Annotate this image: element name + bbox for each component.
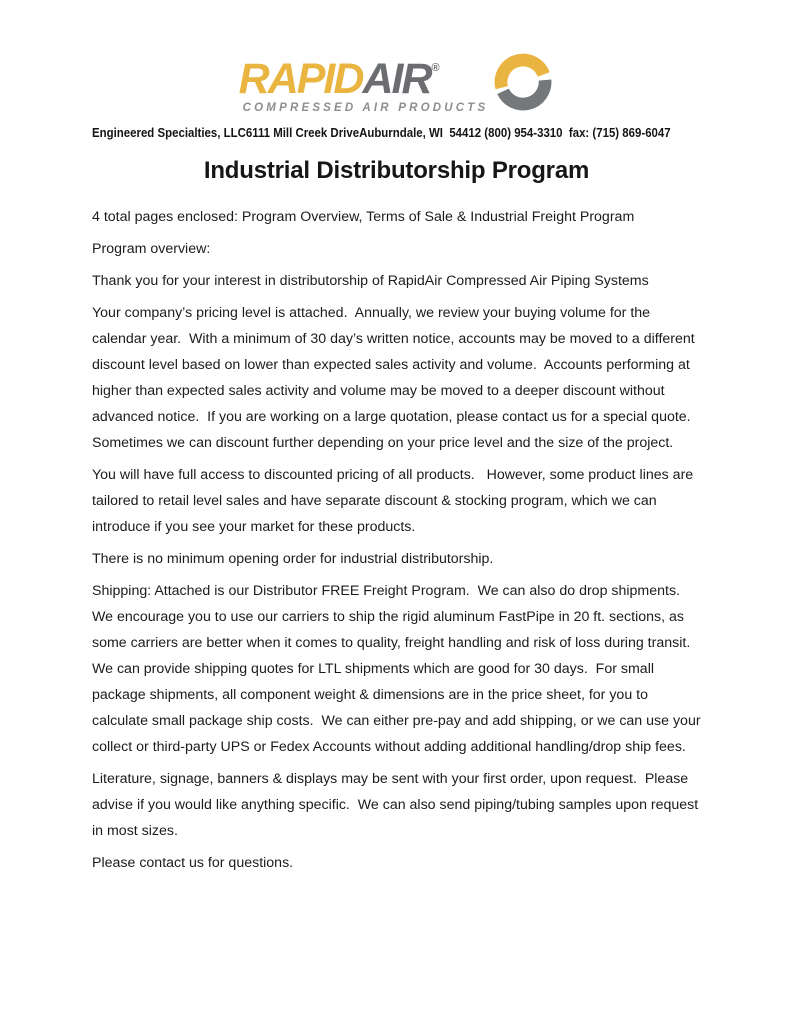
- rapidair-logo: [0, 50, 791, 112]
- brand-air-text: AIR: [362, 55, 431, 103]
- paragraph-overview-heading: Program overview:: [92, 241, 211, 257]
- brand-wordmark: [239, 48, 489, 114]
- paragraph-shipping: Shipping: Attached is our Distributor FREE Freight Program. We can also do drop shipments. We encourage you to use our carriers to ship the rigid aluminum FastPipe in 20 ft. sections, as some carriers are better when it comes to quality, freight handling and risk of loss during transit. We can provide shipping quotes for LTL shipments which are good for 30 days. For small package shipments, all component weight & dimensions are in the price sheet, for you to calculate small package ship costs. We can either pre-pay and add shipping, or we can use your collect or third-party UPS or Fedex Accounts without adding additional handling/drop ship fees.: [92, 583, 705, 755]
- paragraph-pricing-level: Your company’s pricing level is attached. Annually, we review your buying volume for the calendar year. With a minimum of 30 day’s written notice, accounts may be moved to a different discount level based on lower than expected sales activity and volume. Accounts performing at higher than expected sales activity and volume may be moved to a deeper discount without advanced notice. If you are working on a large quotation, please contact us for a special quote. Sometimes we can discount further depending on your price level and the size of the project.: [92, 305, 699, 451]
- paragraph-contact-us: Please contact us for questions.: [92, 855, 294, 871]
- brand-rapid-text: RAPID: [238, 55, 363, 103]
- paragraph-thank-you: Thank you for your interest in distributorship of RapidAir Compressed Air Piping Systems: [92, 273, 649, 289]
- document-body: [92, 204, 705, 876]
- paragraph-literature: Literature, signage, banners & displays may be sent with your first order, upon request. Please advise if you would like anything specific. We can also send piping/tubing samples upon request in most sizes.: [92, 771, 703, 839]
- contact-line: [92, 125, 671, 140]
- contact-street: 6111 Mill Creek Drive: [245, 125, 360, 140]
- logo-tagline: COMPRESSED AIR PRODUCTS: [242, 102, 489, 114]
- paragraph-discounted-pricing: You will have full access to discounted pricing of all products. However, some product lines are tailored to retail level sales and have separate discount & stocking program, which we can introduce if you see your market for these products.: [92, 467, 698, 535]
- paragraph-pages-enclosed: 4 total pages enclosed: Program Overview, Terms of Sale & Industrial Freight Program: [92, 209, 635, 225]
- rapidair-ring-icon: [494, 53, 552, 111]
- contact-city-phone-fax: Auburndale, WI 54412 (800) 954-3310 fax: (715) 869-6047: [359, 125, 671, 140]
- contact-company: Engineered Specialties, LLC: [92, 125, 246, 140]
- registered-mark: ®: [431, 62, 440, 74]
- paragraph-no-minimum: There is no minimum opening order for industrial distributorship.: [92, 551, 494, 567]
- page-title: Industrial Distributorship Program: [203, 157, 590, 184]
- page-content: [0, 125, 791, 876]
- brand-name: [238, 48, 440, 103]
